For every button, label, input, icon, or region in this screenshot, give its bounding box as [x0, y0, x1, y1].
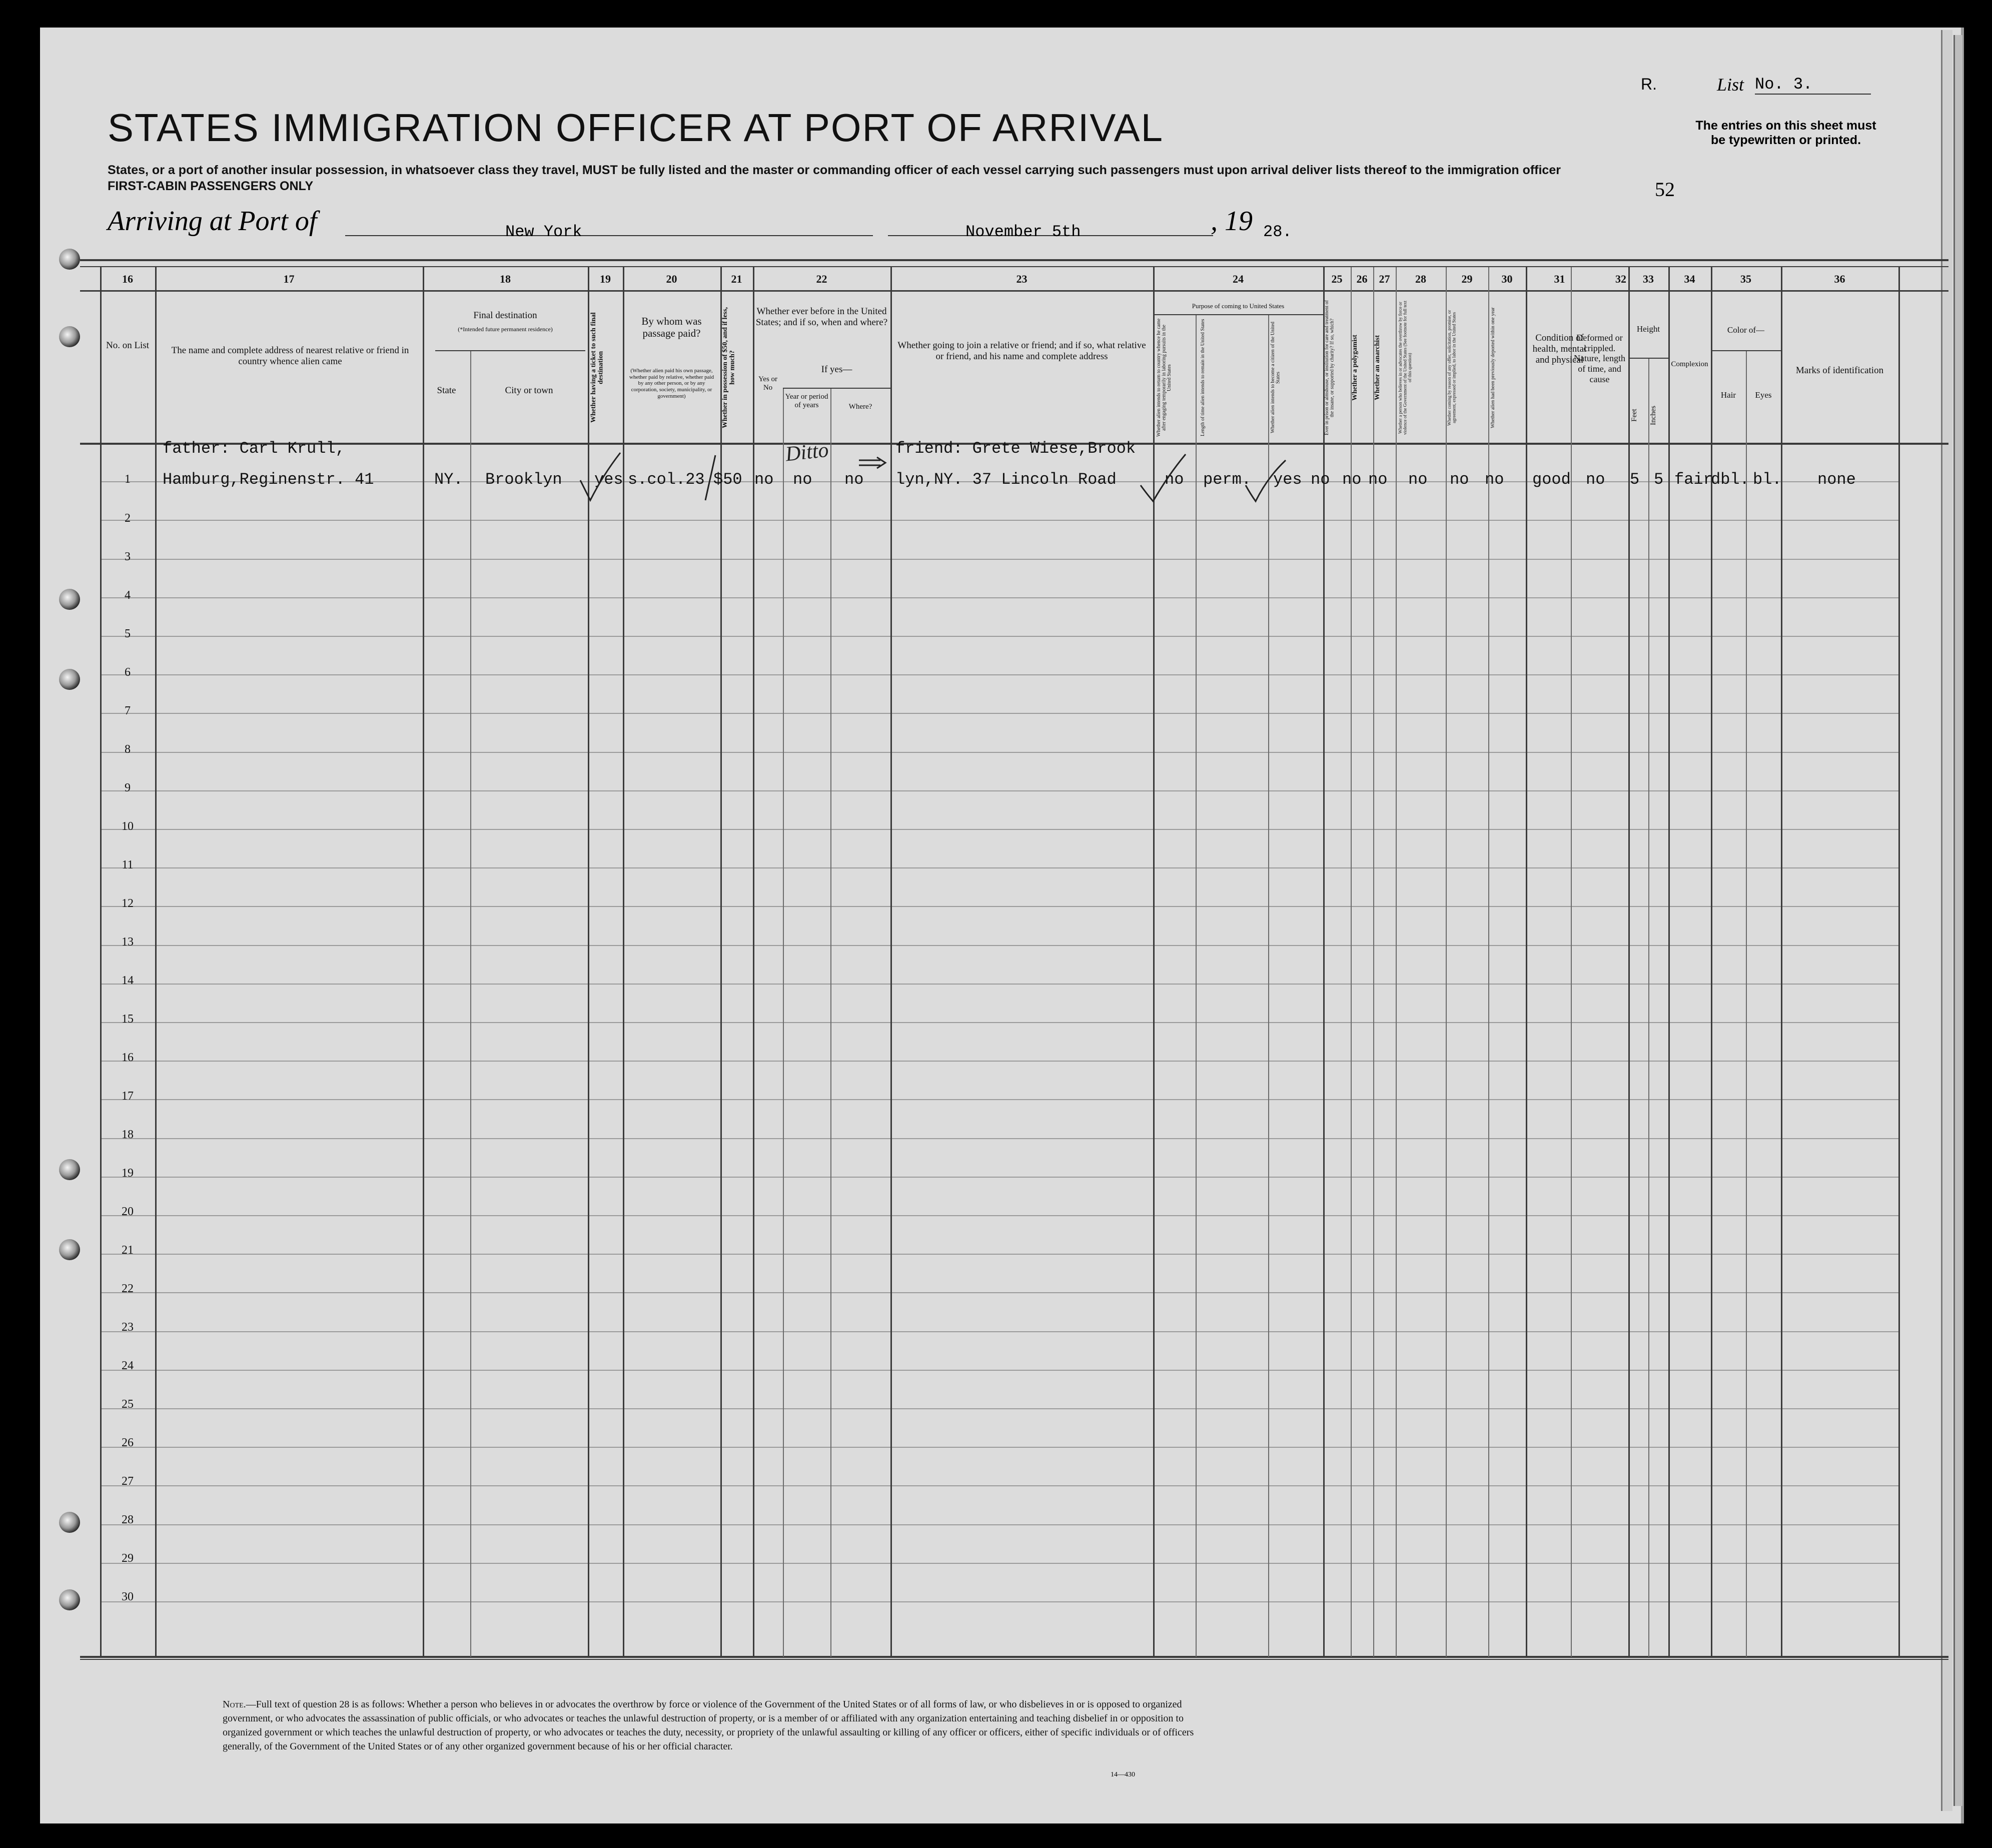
header-deformed: Deformed or crippled. Nature, length of time, and cause [1574, 333, 1625, 384]
entry-relative-line2: Hamburg,Reginenstr. 41 [163, 470, 374, 489]
row-number: 21 [122, 1244, 134, 1257]
header-overthrow: Whether a person who believes in or advocates the overthrow by force or violence of the Government of the United States (See footnote for full text of this question) [1398, 301, 1412, 435]
row-number: 20 [122, 1205, 134, 1218]
entry-length-of-stay: perm. [1203, 470, 1252, 489]
header-feet: Feet [1630, 409, 1638, 422]
punch-hole [59, 589, 80, 610]
entry-money: $50 [713, 470, 742, 489]
arriving-label: Arriving at Port of [108, 206, 317, 237]
column-rule [1268, 314, 1269, 1657]
row-number: 25 [122, 1398, 134, 1411]
header-hair: Hair [1720, 390, 1736, 400]
header-marks: Marks of identification [1795, 365, 1884, 376]
footnote: Note.—Full text of question 28 is as follows: Whether a person who believes in or advocates the overthrow by force or violence of the Government of the United States or of all forms of law, or who disbelieves in or is opposed to organized government, or who advocates the assassination of public officials, or who advocates or teaches the unlawful destruction of property, or is a member of or affiliated with any organization entertaining and teaching disbelief in or opposition to organized government or which teaches the unlawful destruction of property, or who advocates or teaches the duty, necessity, or propriety of the unlawful assaulting or killing of any officer or officers, either of specific individuals or of officers generally, of the Government of the United States or of any other organized government because of his or her official character. [223, 1699, 1194, 1752]
header-destination-sub: (*Intended future permanent residence) [458, 326, 553, 333]
rule [1711, 350, 1781, 351]
header-health: Condition of health, mental and physical [1532, 333, 1587, 365]
row-number: 2 [125, 512, 131, 525]
header-passage-sub: (Whether alien paid his own passage, whether paid by relative, whether paid by any other person, or by any corporation, society, municipality, or government) [629, 368, 714, 399]
column-number: 22 [816, 273, 827, 285]
entry-prison: no [1311, 470, 1330, 489]
manifest-sheet [40, 28, 1964, 1823]
entry-city: Brooklyn [485, 470, 562, 489]
entry-relative-line1: father: Carl Krull, [163, 439, 345, 458]
page-edge [1953, 35, 1962, 1806]
form-number: 14—430 [1111, 1771, 1135, 1778]
row-number: 28 [122, 1513, 134, 1526]
column-number: 23 [1016, 273, 1028, 285]
row-number: 1 [125, 473, 131, 486]
column-number: 29 [1461, 273, 1473, 285]
header-city: City or town [505, 385, 553, 396]
column-rule [1396, 267, 1397, 1657]
entry-deported: no [1485, 470, 1504, 489]
entry-passage: s.col.23 [628, 470, 705, 489]
column-number: 27 [1379, 273, 1390, 285]
header-purpose: Purpose of coming to United States [1192, 302, 1285, 310]
row-number: 7 [125, 704, 131, 717]
rule [1153, 314, 1323, 315]
header-final-destination: Final destination [473, 310, 537, 321]
row-number: 29 [122, 1552, 134, 1565]
entry-health: good [1532, 470, 1571, 489]
punch-hole [59, 249, 80, 270]
dollar-stroke [700, 453, 720, 503]
column-number: 35 [1740, 273, 1751, 285]
row-number: 24 [122, 1359, 134, 1372]
year-prefix: , 19 [1211, 206, 1253, 237]
punch-hole [59, 1589, 80, 1610]
list-label: List [1717, 75, 1744, 95]
column-rule [1746, 350, 1747, 1657]
column-number: 28 [1415, 273, 1426, 285]
header-labor-offer: Whether coming by reason of any offer, solicitation, promise, or agreement, expressed or implied, to labor in the United States [1447, 310, 1457, 426]
column-number: 24 [1233, 273, 1244, 285]
column-rule [890, 267, 892, 1657]
rule [783, 388, 890, 389]
column-rule [470, 350, 471, 1657]
punch-hole [59, 1159, 80, 1180]
entry-eyes: bl. [1753, 470, 1782, 489]
column-number: 32 [1615, 273, 1626, 285]
row-number: 17 [122, 1090, 134, 1103]
check-mark [1243, 455, 1288, 505]
column-rule [1446, 267, 1447, 1657]
header-color-of: Color of— [1727, 325, 1765, 335]
punch-hole [59, 1239, 80, 1260]
entry-where: no [844, 470, 864, 489]
entry-complexion: fair [1674, 470, 1713, 489]
page-title: STATES IMMIGRATION OFFICER AT PORT OF ARRIVAL [108, 106, 1164, 150]
header-inches: Inches [1649, 405, 1657, 425]
column-rule [423, 267, 424, 1657]
row-number: 13 [122, 936, 134, 949]
page-edge [1941, 30, 1952, 1811]
column-number: 16 [122, 273, 133, 285]
entry-anarchist: no [1368, 470, 1388, 489]
column-number: 31 [1554, 273, 1565, 285]
row-number: 16 [122, 1051, 134, 1064]
column-number: 21 [731, 273, 742, 285]
entry-citizen: yes [1273, 470, 1302, 489]
header-complexion: Complexion [1671, 360, 1708, 368]
column-number: 18 [500, 273, 511, 285]
column-number: 30 [1501, 273, 1513, 285]
row-number: 3 [125, 550, 131, 563]
port-value: New York [505, 223, 582, 241]
column-number: 25 [1331, 273, 1343, 285]
column-rule [1196, 314, 1197, 1657]
header-polygamist: Whether a polygamist [1351, 335, 1359, 401]
header-deported: Whether alien had been previously deported within one year [1490, 307, 1496, 428]
header-where: Where? [848, 403, 872, 411]
row-number: 10 [122, 820, 134, 833]
row-number: 26 [122, 1436, 134, 1449]
row-number: 4 [125, 589, 131, 602]
arrow-mark [858, 455, 888, 470]
rule [80, 259, 1948, 261]
row-number: 15 [122, 1013, 134, 1026]
row-number: 14 [122, 974, 134, 987]
entry-state: NY. [434, 470, 463, 489]
row-number: 11 [122, 858, 134, 871]
entry-marks: none [1817, 470, 1856, 489]
entry-friend-line1: friend: Grete Wiese,Brook [895, 439, 1136, 458]
typewritten-note: The entries on this sheet must be typewritten or printed. [1695, 119, 1876, 147]
row-number: 30 [122, 1590, 134, 1603]
row-number: 5 [125, 627, 131, 640]
header-period: Year or period of years [785, 393, 828, 410]
entry-period: no [793, 470, 812, 489]
entry-overthrow: no [1408, 470, 1428, 489]
check-mark [1138, 450, 1188, 505]
row-number: 6 [125, 666, 131, 679]
header-join-relative: Whether going to join a relative or friend; and if so, what relative or friend, and his name and complete address [897, 340, 1146, 362]
punch-hole [59, 1512, 80, 1533]
header-passage: By whom was passage paid? [641, 315, 702, 340]
check-mark [578, 450, 623, 505]
header-height: Height [1636, 324, 1660, 334]
column-number: 19 [600, 273, 611, 285]
header-length-stay: Length of time alien intends to remain in the United States [1200, 319, 1206, 437]
entry-polygamist: no [1342, 470, 1362, 489]
port-line [345, 235, 873, 236]
punch-hole [59, 326, 80, 347]
rule [80, 1659, 1948, 1660]
column-number: 26 [1356, 273, 1368, 285]
sheet-number: 52 [1655, 178, 1675, 201]
column-rule [1898, 267, 1900, 1657]
header-no-on-list: No. on List [106, 340, 150, 351]
row-number: 8 [125, 743, 131, 756]
header-citizen: Whether alien intends to become a citizen of the United States [1270, 322, 1281, 434]
column-rule [1648, 358, 1649, 1657]
row-number: 9 [125, 781, 131, 794]
handwritten-ditto: Ditto [784, 438, 830, 466]
row-number: 18 [122, 1128, 134, 1141]
entry-deformed: no [1586, 470, 1605, 489]
date-value: November 5th [965, 223, 1081, 241]
column-number: 34 [1684, 273, 1695, 285]
entry-friend-line2: lyn,NY. 37 Lincoln Road [895, 470, 1117, 489]
rule [1628, 358, 1668, 359]
header-anarchist: Whether an anarchist [1374, 335, 1381, 401]
header-return-intent: Whether alien intends to return to country whence he came after engaging temporarily in laboring pursuits in the United States [1156, 318, 1172, 437]
row-number: 12 [122, 897, 134, 910]
subtitle: States, or a port of another insular possession, in whatsoever class they travel, MUST be fully listed and the master or commanding officer of each vessel carrying such passengers must upon arrival deliver lists thereof to the immigration officer [108, 163, 1561, 177]
entry-return-intent: no [1165, 470, 1184, 489]
entry-feet: 5 [1630, 470, 1640, 489]
class-label: FIRST-CABIN PASSENGERS ONLY [108, 179, 314, 193]
row-number: 22 [122, 1282, 134, 1295]
column-rule [1526, 267, 1527, 1657]
column-rule [1668, 267, 1670, 1657]
column-number: 33 [1643, 273, 1654, 285]
header-ever-before: Whether ever before in the United States; and if so, when and where? [755, 306, 888, 328]
row-number: 23 [122, 1321, 134, 1334]
header-eyes: Eyes [1755, 390, 1772, 400]
header-state: State [437, 385, 456, 396]
row-number: 27 [122, 1475, 134, 1488]
list-number: No. 3. [1755, 75, 1871, 95]
rule [435, 350, 585, 351]
column-rule [830, 388, 831, 1657]
entry-labor-offer: no [1450, 470, 1469, 489]
header-yes-no: Yes or No [758, 375, 778, 392]
header-prison: Ever in prison or almshouse, or institution for care and treatment of the insane, or supported by charity? If so, which? [1324, 300, 1335, 435]
entry-ticket: yes [594, 470, 623, 489]
header-relative: The name and complete address of nearest relative or friend in country whence alien came [171, 345, 409, 367]
header-if-yes: If yes— [821, 364, 852, 375]
column-rule [783, 388, 784, 1657]
column-number: 36 [1834, 273, 1845, 285]
punch-hole [59, 669, 80, 690]
column-rule [1571, 267, 1572, 1657]
entry-inches: 5 [1654, 470, 1664, 489]
year-suffix: 28. [1263, 223, 1292, 241]
column-number: 17 [283, 273, 295, 285]
column-rule [155, 267, 157, 1657]
column-number: 20 [666, 273, 677, 285]
list-prefix: R. [1641, 75, 1657, 93]
row-number: 19 [122, 1167, 134, 1180]
entry-been-before: no [754, 470, 774, 489]
header-ticket: Whether having a ticket to such final destination [590, 312, 605, 423]
entry-hair: dbl. [1711, 470, 1749, 489]
header-money: Whether in possession of $50, and if less, how much? [721, 307, 736, 429]
